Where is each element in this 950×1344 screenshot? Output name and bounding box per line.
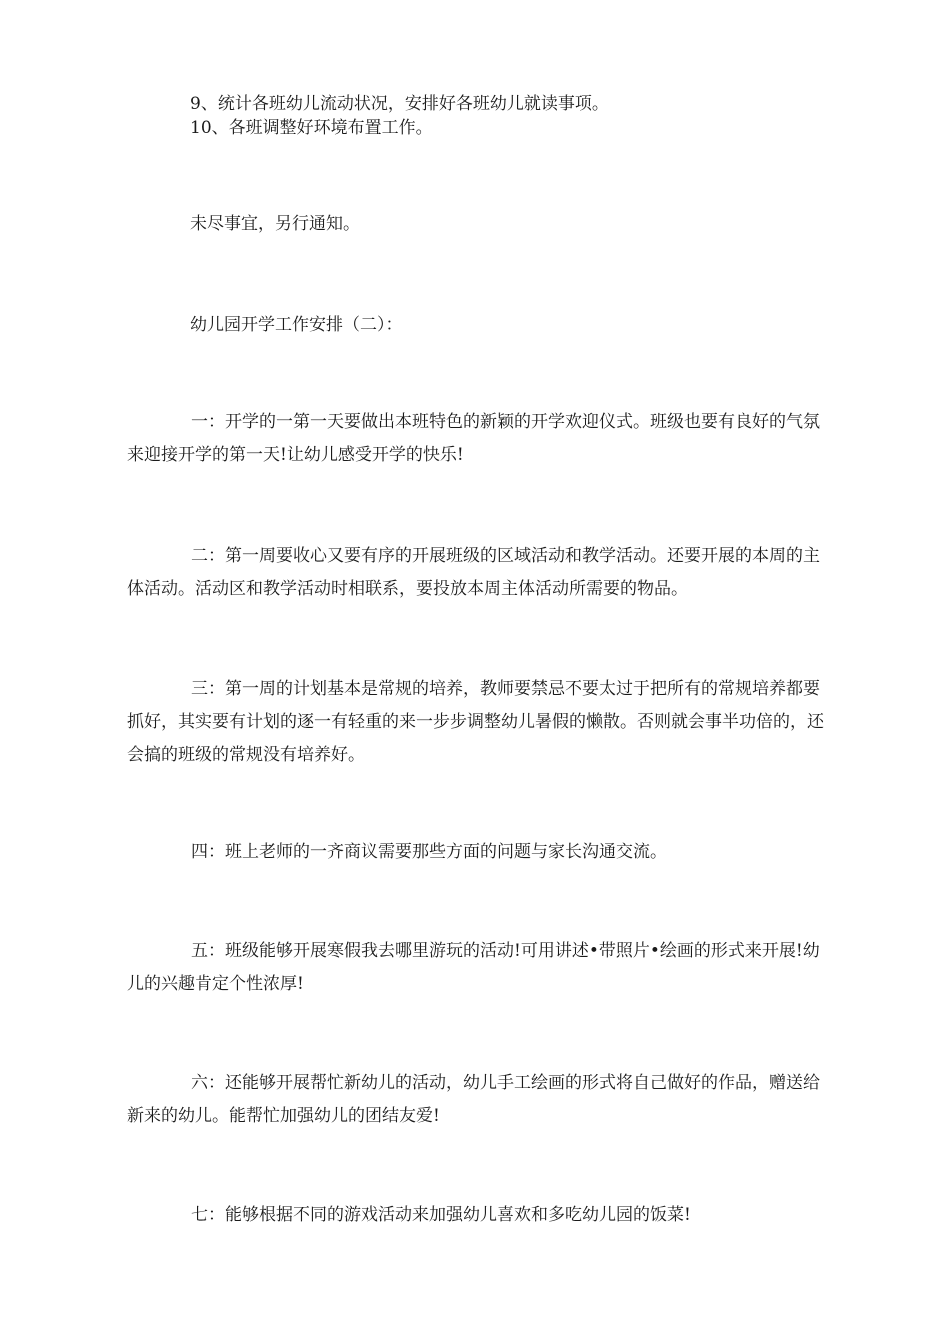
paragraph-2: 二：第一周要收心又要有序的开展班级的区域活动和教学活动。还要开展的本周的主体活动。活动区和教学活动时相联系，要投放本周主体活动所需要的物品。 xyxy=(127,546,820,599)
closing-note: 未尽事宜，另行通知。 xyxy=(190,214,360,234)
paragraph-1: 一：开学的一第一天要做出本班特色的新颖的开学欢迎仪式。班级也要有良好的气氛来迎接开学的第一天!让幼儿感受开学的快乐! xyxy=(127,412,820,465)
section-title: 幼儿园开学工作安排（二）： xyxy=(190,315,403,335)
paragraph-4: 四：班上老师的一齐商议需要那些方面的问题与家长沟通交流。 xyxy=(191,842,667,862)
list-item-9: 9、统计各班幼儿流动状况，安排好各班幼儿就读事项。 xyxy=(190,94,609,114)
paragraph-6: 六：还能够开展帮忙新幼儿的活动，幼儿手工绘画的形式将自己做好的作品，赠送给新来的幼儿。能帮忙加强幼儿的团结友爱! xyxy=(127,1073,820,1126)
paragraph-3: 三：第一周的计划基本是常规的培养，教师要禁忌不要太过于把所有的常规培养都要抓好，其实要有计划的逐一有轻重的来一步步调整幼儿暑假的懒散。否则就会事半功倍的，还会搞的班级的常规没有培养好。 xyxy=(127,679,824,765)
paragraph-7: 七：能够根据不同的游戏活动来加强幼儿喜欢和多吃幼儿园的饭菜! xyxy=(191,1205,691,1225)
list-item-10: 10、各班调整好环境布置工作。 xyxy=(190,118,433,138)
paragraph-5: 五：班级能够开展寒假我去哪里游玩的活动!可用讲述•带照片•绘画的形式来开展!幼儿的兴趣肯定个性浓厚! xyxy=(127,941,820,994)
